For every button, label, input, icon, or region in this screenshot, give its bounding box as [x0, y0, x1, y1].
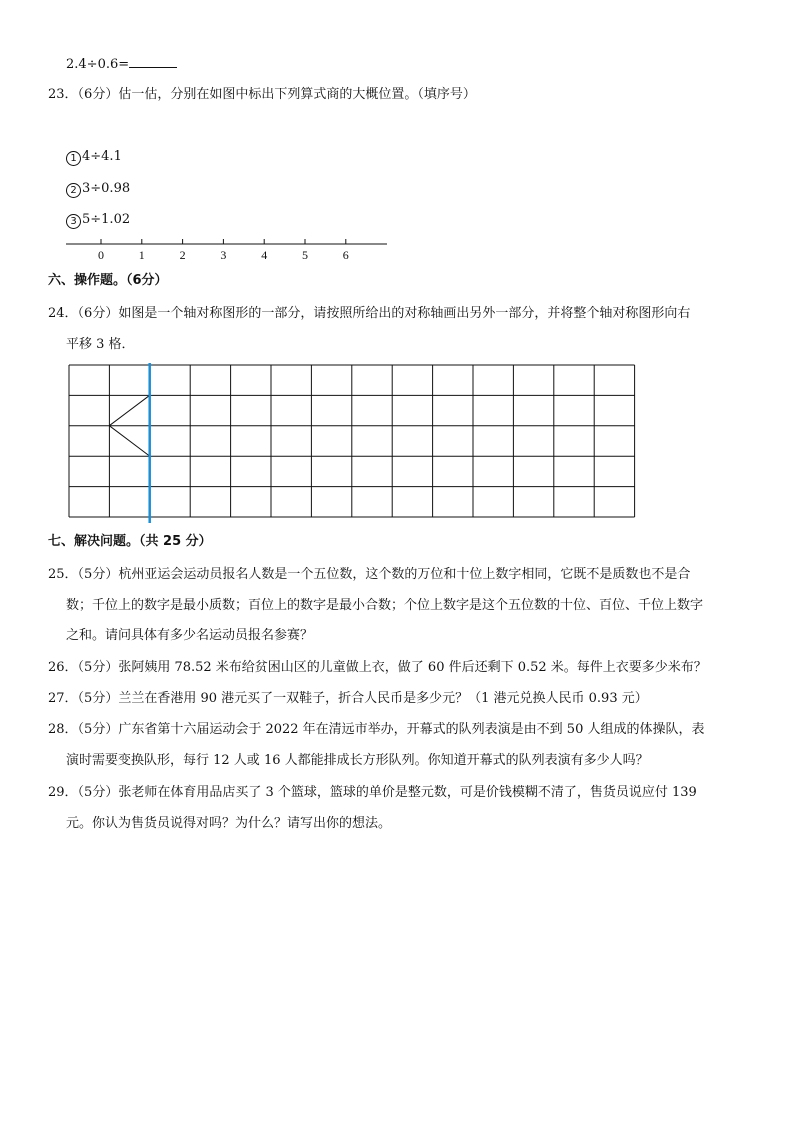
q23-item-3 [66, 211, 130, 229]
q23-item-expr: 5÷1.02 [82, 212, 131, 227]
q26-line1: 26．（5分）张阿姨用 78.52 米布给贫困山区的儿童做上衣，做了 60 件后还剩下 0.52 米。每件上衣要多少米布？ [48, 660, 707, 675]
q28-line2: 演时需要变换队形，每行 12 人或 16 人都能排成长方形队列。你知道开幕式的队列表演有多少人吗？ [66, 753, 649, 768]
q24-stem-line2: 平移 3 格． [66, 337, 135, 352]
number-line-label: 0 [98, 248, 104, 262]
number-line-label: 4 [261, 248, 268, 262]
section-7-title: 七、解决问题。（共 25 分） [48, 534, 212, 549]
q22-tail [66, 55, 177, 74]
number-line-label: 2 [179, 248, 186, 262]
q23-item-1 [66, 148, 122, 166]
q23-item-expr: 3÷0.98 [82, 181, 131, 196]
q25-line3: 之和。请问具体有多少名运动员报名参赛？ [66, 628, 314, 643]
q25-line1: 25．（5分）杭州亚运会运动员报名人数是一个五位数，这个数的万位和十位上数字相同，它既不是质数也不是合 [48, 567, 691, 582]
number-line-label: 3 [220, 248, 227, 262]
q29-line1: 29．（5分）张老师在体育用品店买了 3 个篮球，篮球的单价是整元数，可是价钱模糊不清了，售货员说应付 139 [48, 785, 697, 800]
circled-number: 3 [66, 214, 81, 229]
section-6-title: 六、操作题。（6分） [48, 273, 168, 288]
q23-item-expr: 4÷4.1 [82, 149, 122, 164]
circled-number: 2 [66, 183, 81, 198]
symmetry-grid[interactable] [66, 363, 638, 525]
q22-expression: 2.4÷0.6= [66, 57, 130, 72]
q28-line1: 28．（5分）广东省第十六届运动会于 2022 年在清远市举办，开幕式的队列表演是由不到 50 人组成的体操队，表 [48, 722, 705, 737]
answer-blank[interactable] [129, 55, 177, 68]
number-line-label: 1 [138, 248, 145, 262]
q24-stem-line1: 24．（6分）如图是一个轴对称图形的一部分，请按照所给出的对称轴画出另外一部分，并将整个轴对称图形向右 [48, 306, 691, 321]
q25-line2: 数；千位上的数字是最小质数；百位上的数字是最小合数；个位上数字是这个五位数的十位、百位、千位上数字 [66, 598, 704, 613]
circled-number: 1 [66, 151, 81, 166]
q29-line2: 元。你认为售货员说得对吗？为什么？请写出你的想法。 [66, 816, 392, 831]
q27-line1: 27．（5分）兰兰在香港用 90 港元买了一双鞋子，折合人民币是多少元？（1 港元兑换人民币 0.93 元） [48, 691, 648, 706]
number-line[interactable] [60, 236, 400, 266]
q23-stem: 23．（6分）估一估，分别在如图中标出下列算式商的大概位置。（填序号） [48, 87, 476, 102]
number-line-label: 5 [302, 248, 308, 262]
number-line-label: 6 [342, 248, 349, 262]
q23-item-2 [66, 180, 130, 198]
